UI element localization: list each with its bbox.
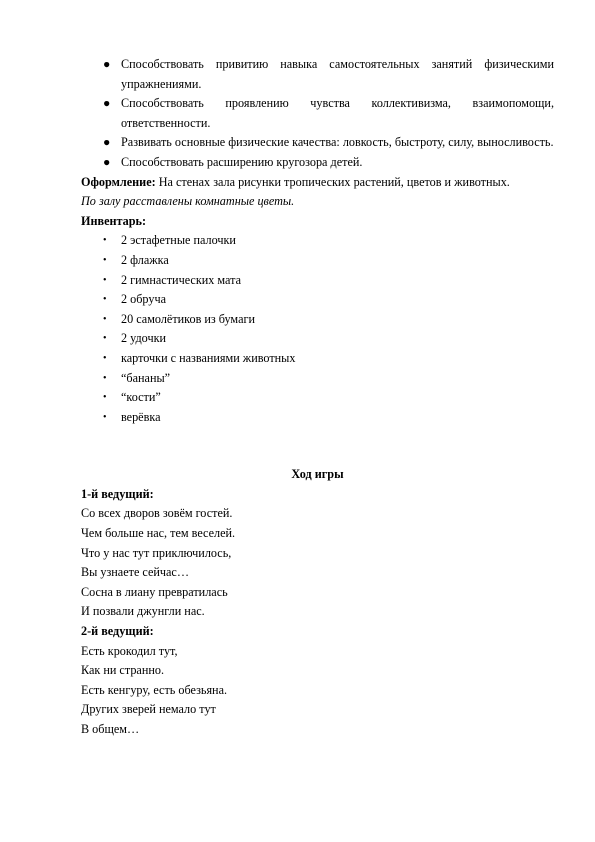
list-item (81, 290, 554, 310)
verse-line: Других зверей немало тут (81, 702, 216, 717)
list-item (81, 271, 554, 291)
bullet-icon: • (103, 333, 107, 345)
verse-line: Вы узнаете сейчас… (81, 565, 190, 580)
list-item (81, 408, 554, 428)
bullet-icon: ● (103, 154, 111, 169)
list-item (81, 388, 554, 408)
bullet-icon: • (103, 235, 107, 247)
verse-line: Что у нас тут приключилось, (81, 545, 232, 560)
list-item (81, 310, 554, 330)
bullet-icon: • (103, 392, 107, 404)
inventory-item: 2 гимнастических мата (121, 272, 242, 287)
bullet-icon: • (103, 313, 107, 325)
inventory-list (81, 231, 554, 427)
inventory-item: 2 удочки (121, 331, 167, 346)
bullet-icon: • (103, 352, 107, 364)
bullet-icon: ● (103, 96, 111, 111)
inventory-label: Инвентарь: (81, 213, 147, 228)
section-spacer (81, 427, 554, 465)
inventory-item: 2 обруча (121, 292, 167, 307)
verse-line: Чем больше нас, тем веселей. (81, 526, 236, 541)
inventory-item: 20 самолётиков из бумаги (121, 311, 255, 326)
list-item (81, 55, 554, 94)
inventory-item: 2 эстафетные палочки (121, 233, 236, 248)
bullet-icon: • (103, 294, 107, 306)
list-item (81, 231, 554, 251)
list-item (81, 349, 554, 369)
list-item (81, 369, 554, 389)
bullet-icon: • (103, 372, 107, 384)
bullet-icon: • (103, 411, 107, 423)
inventory-item: карточки с названиями животных (121, 350, 296, 365)
goal-text: Способствовать привитию навыка самостоятельных занятий физическими упражнениями. (121, 57, 554, 91)
bullet-icon: • (103, 274, 107, 286)
list-item (81, 94, 554, 133)
verse-line: Сосна в лиану превратилась (81, 584, 228, 599)
flowers-note: По залу расставлены комнатные цветы. (81, 194, 295, 209)
decoration-paragraph (81, 173, 554, 193)
verse-line: И позвали джунгли нас. (81, 604, 205, 619)
list-item (81, 251, 554, 271)
bullet-icon: ● (103, 135, 111, 150)
list-item (81, 153, 554, 173)
inventory-item: 2 флажка (121, 252, 169, 267)
verse-line: В общем… (81, 722, 140, 736)
goals-list (81, 55, 554, 173)
page-content (81, 55, 554, 740)
list-item (81, 133, 554, 153)
goal-text: Способствовать проявлению чувства коллективизма, взаимопомощи, ответственности. (121, 96, 554, 130)
inventory-item: верёвка (121, 409, 161, 424)
host1-label: 1-й ведущий: (81, 486, 154, 501)
decoration-label: Оформление: (81, 174, 156, 189)
goal-text: Развивать основные физические качества: ловкость, быстроту, силу, выносливость. (121, 135, 554, 150)
verse-line: Как ни странно. (81, 663, 165, 678)
bullet-icon: ● (103, 57, 111, 71)
bullet-icon: • (103, 254, 107, 266)
inventory-item: “бананы” (121, 370, 171, 385)
host2-label: 2-й ведущий: (81, 624, 154, 639)
decoration-text: На стенах зала рисунки тропических растений, цветов и животных. (155, 174, 510, 189)
verse-line: Есть кенгуру, есть обезьяна. (81, 682, 228, 697)
list-item (81, 329, 554, 349)
goal-text: Способствовать расширению кругозора детей. (121, 154, 363, 169)
game-heading: Ход игры (291, 467, 344, 482)
verse-line: Со всех дворов зовём гостей. (81, 506, 233, 521)
inventory-item: “кости” (121, 390, 161, 405)
verse-line: Есть крокодил тут, (81, 643, 178, 658)
